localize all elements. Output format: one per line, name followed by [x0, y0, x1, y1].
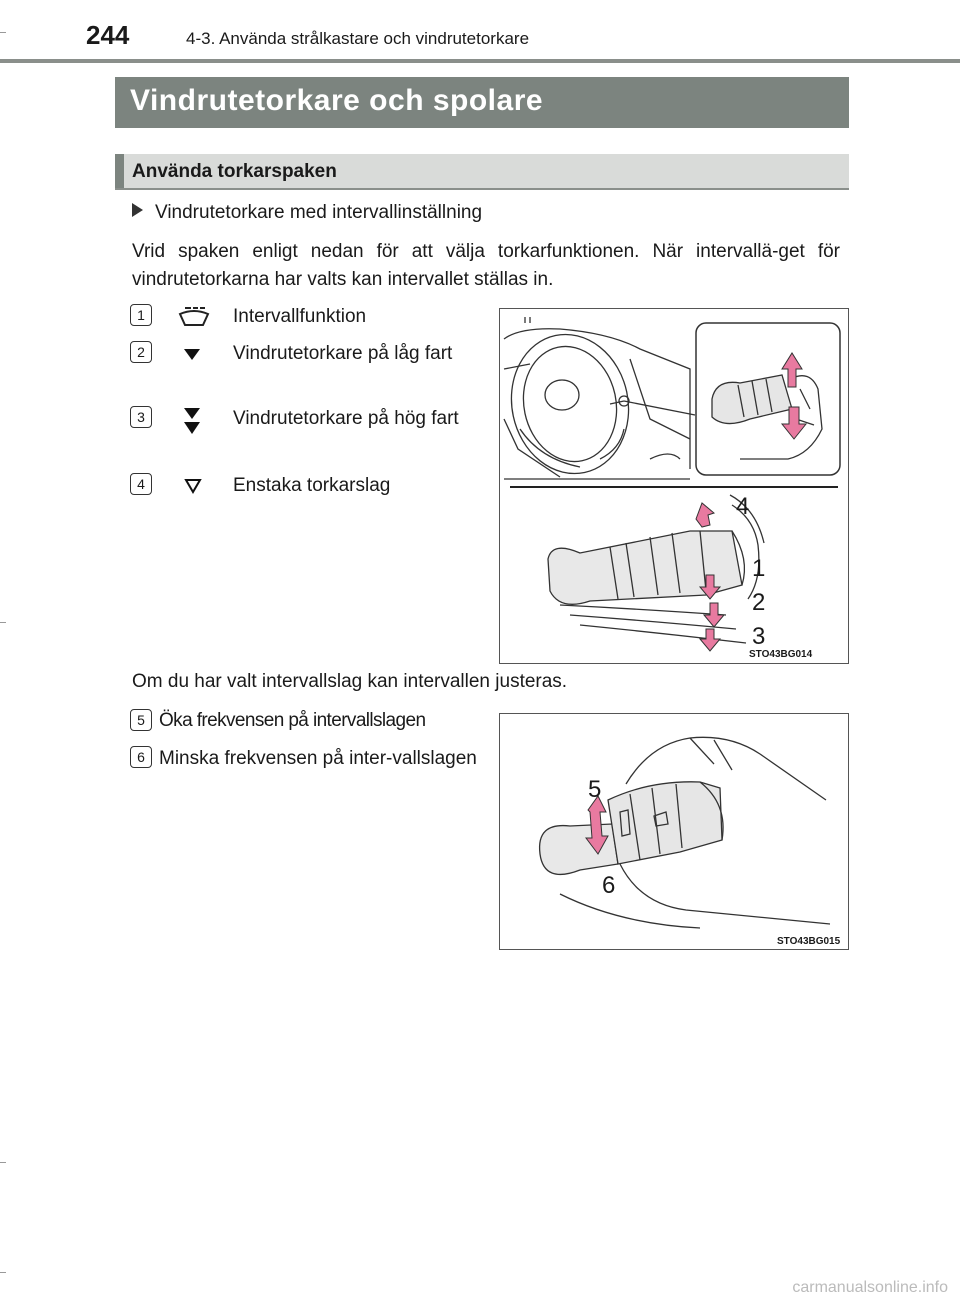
bullet-heading [132, 202, 482, 224]
callout-6: 6 [602, 872, 616, 899]
figure-code: STO43BG015 [777, 936, 841, 947]
figure-code: STO43BG014 [749, 649, 813, 660]
item-label: Intervallfunktion [233, 306, 367, 327]
intro-paragraph: Vrid spaken enligt nedan för att välja torkarfunktionen. När intervallä-get för vindrutetorkarna har valts kan intervallet ställas in. [132, 241, 840, 290]
callout-3: 3 [752, 623, 766, 650]
wiper-lever-figure [499, 308, 849, 664]
interval-ring-illustration [500, 714, 848, 949]
item-label: Minska frekvensen på inter-vallslagen [159, 748, 477, 769]
item-label: Öka frekvensen på intervallslagen [159, 710, 426, 731]
callout-2: 2 [752, 589, 766, 616]
header-divider [0, 59, 960, 63]
page-title-bar [115, 77, 849, 128]
item-label: Vindrutetorkare på hög fart [233, 408, 459, 429]
item-label: Enstaka torkarslag [233, 475, 391, 496]
single-wipe-icon [184, 477, 202, 500]
low-speed-wiper-icon [182, 346, 202, 367]
subsection-divider [115, 188, 849, 190]
item-number: 3 [130, 406, 152, 428]
page-title: Vindrutetorkare och spolare [130, 84, 544, 117]
subsection-accent [115, 154, 124, 190]
callout-1: 1 [752, 555, 766, 582]
page-number: 244 [86, 20, 130, 50]
item-number: 2 [130, 341, 152, 363]
bullet-text: Vindrutetorkare med intervallinställning [155, 202, 483, 223]
footer-watermark: carmanualsonline.info [792, 1279, 948, 1296]
item-number: 4 [130, 473, 152, 495]
item-number: 5 [130, 709, 152, 731]
interval-adjust-figure [499, 713, 849, 950]
item-label: Vindrutetorkare på låg fart [233, 343, 453, 364]
item-number: 6 [130, 746, 152, 768]
crop-mark [0, 1162, 6, 1163]
crop-mark [0, 32, 6, 33]
callout-5: 5 [588, 776, 602, 803]
running-header: 4-3. Använda strålkastare och vindrutetorkare [186, 29, 530, 48]
interval-note: Om du har valt intervallslag kan intervallen justeras. [132, 671, 568, 692]
wiper-lever-illustration [500, 309, 848, 663]
subsection-bar [124, 154, 849, 190]
item-number: 1 [130, 304, 152, 326]
subsection-title: Använda torkarspaken [132, 161, 337, 182]
crop-mark [0, 622, 6, 623]
high-speed-wiper-icon [182, 406, 202, 441]
crop-mark [0, 1272, 6, 1273]
bullet-triangle-icon [132, 203, 143, 217]
intermittent-wiper-icon [176, 305, 212, 334]
callout-4: 4 [736, 493, 750, 520]
